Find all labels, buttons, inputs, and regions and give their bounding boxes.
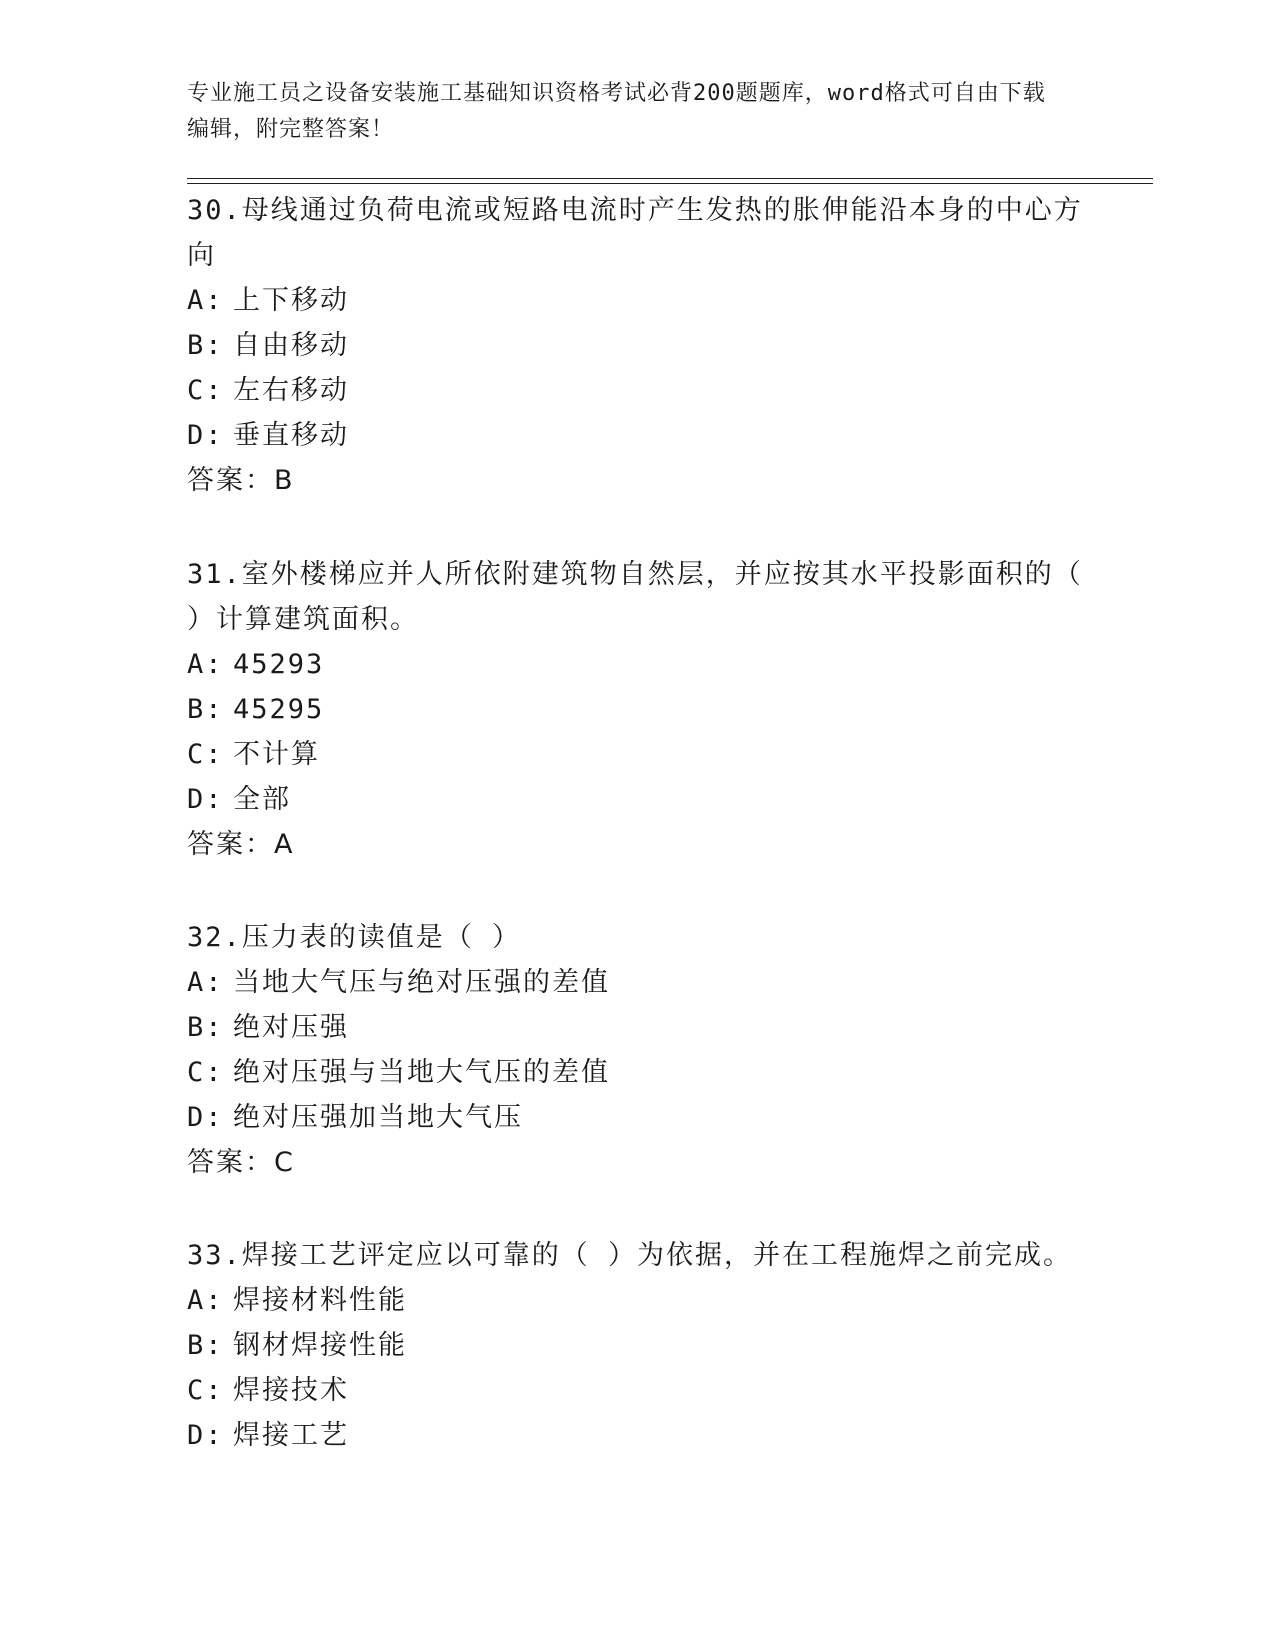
header-divider-top (187, 178, 1153, 179)
option-b (187, 1323, 1087, 1368)
option-d (187, 1095, 1087, 1140)
option-key: D: (187, 1102, 224, 1133)
option-a (187, 1278, 1087, 1323)
question-stem: 30.母线通过负荷电流或短路电流时产生发热的胀伸能沿本身的中心方向 (187, 195, 1083, 271)
question-32 (187, 915, 1087, 1185)
option-key: C: (187, 739, 224, 770)
option-text: 上下移动 (233, 285, 349, 316)
option-c (187, 368, 1087, 413)
option-key: C: (187, 1057, 224, 1088)
option-key: A: (187, 649, 224, 680)
option-a (187, 960, 1087, 1005)
option-text: 不计算 (233, 739, 320, 770)
option-b (187, 687, 1087, 732)
option-text: 绝对压强 (233, 1012, 349, 1043)
option-key: C: (187, 1375, 224, 1406)
header-divider-bottom (187, 183, 1153, 184)
option-key: D: (187, 1420, 224, 1451)
option-key: D: (187, 784, 224, 815)
question-30 (187, 188, 1087, 503)
option-key: A: (187, 967, 224, 998)
option-d (187, 1413, 1087, 1458)
option-b (187, 323, 1087, 368)
question-stem: 32.压力表的读值是（ ） (187, 922, 522, 953)
option-text: 焊接工艺 (233, 1420, 349, 1451)
question-stem: 33.焊接工艺评定应以可靠的（ ）为依据，并在工程施焊之前完成。 (187, 1240, 1073, 1271)
option-text: 左右移动 (233, 375, 349, 406)
option-text: 全部 (233, 784, 291, 815)
option-key: A: (187, 1285, 224, 1316)
option-key: D: (187, 420, 224, 451)
option-a (187, 278, 1087, 323)
option-text: 垂直移动 (233, 420, 349, 451)
option-text: 焊接技术 (233, 1375, 349, 1406)
question-33 (187, 1233, 1087, 1458)
option-text: 绝对压强与当地大气压的差值 (233, 1057, 610, 1088)
answer-line: 答案：B (187, 465, 295, 496)
option-text: 钢材焊接性能 (233, 1330, 407, 1361)
option-c (187, 1368, 1087, 1413)
option-key: C: (187, 375, 224, 406)
document-header: 专业施工员之设备安装施工基础知识资格考试必背200题题库，word格式可自由下载编辑，附完整答案！ (187, 81, 1046, 142)
option-text: 焊接材料性能 (233, 1285, 407, 1316)
option-key: B: (187, 694, 224, 725)
question-31 (187, 552, 1087, 867)
option-key: A: (187, 285, 224, 316)
option-text: 自由移动 (233, 330, 349, 361)
question-stem: 31.室外楼梯应并人所依附建筑物自然层，并应按其水平投影面积的（ ）计算建筑面积。 (187, 559, 1083, 635)
option-text: 绝对压强加当地大气压 (233, 1102, 523, 1133)
option-c (187, 1050, 1087, 1095)
option-d (187, 413, 1087, 458)
option-key: B: (187, 1012, 224, 1043)
option-a (187, 642, 1087, 687)
option-d (187, 777, 1087, 822)
option-key: B: (187, 330, 224, 361)
answer-line: 答案：C (187, 1147, 295, 1178)
answer-line: 答案：A (187, 829, 295, 860)
option-text: 45293 (233, 649, 325, 680)
option-key: B: (187, 1330, 224, 1361)
option-text: 当地大气压与绝对压强的差值 (233, 967, 610, 998)
option-text: 45295 (233, 694, 325, 725)
option-b (187, 1005, 1087, 1050)
option-c (187, 732, 1087, 777)
